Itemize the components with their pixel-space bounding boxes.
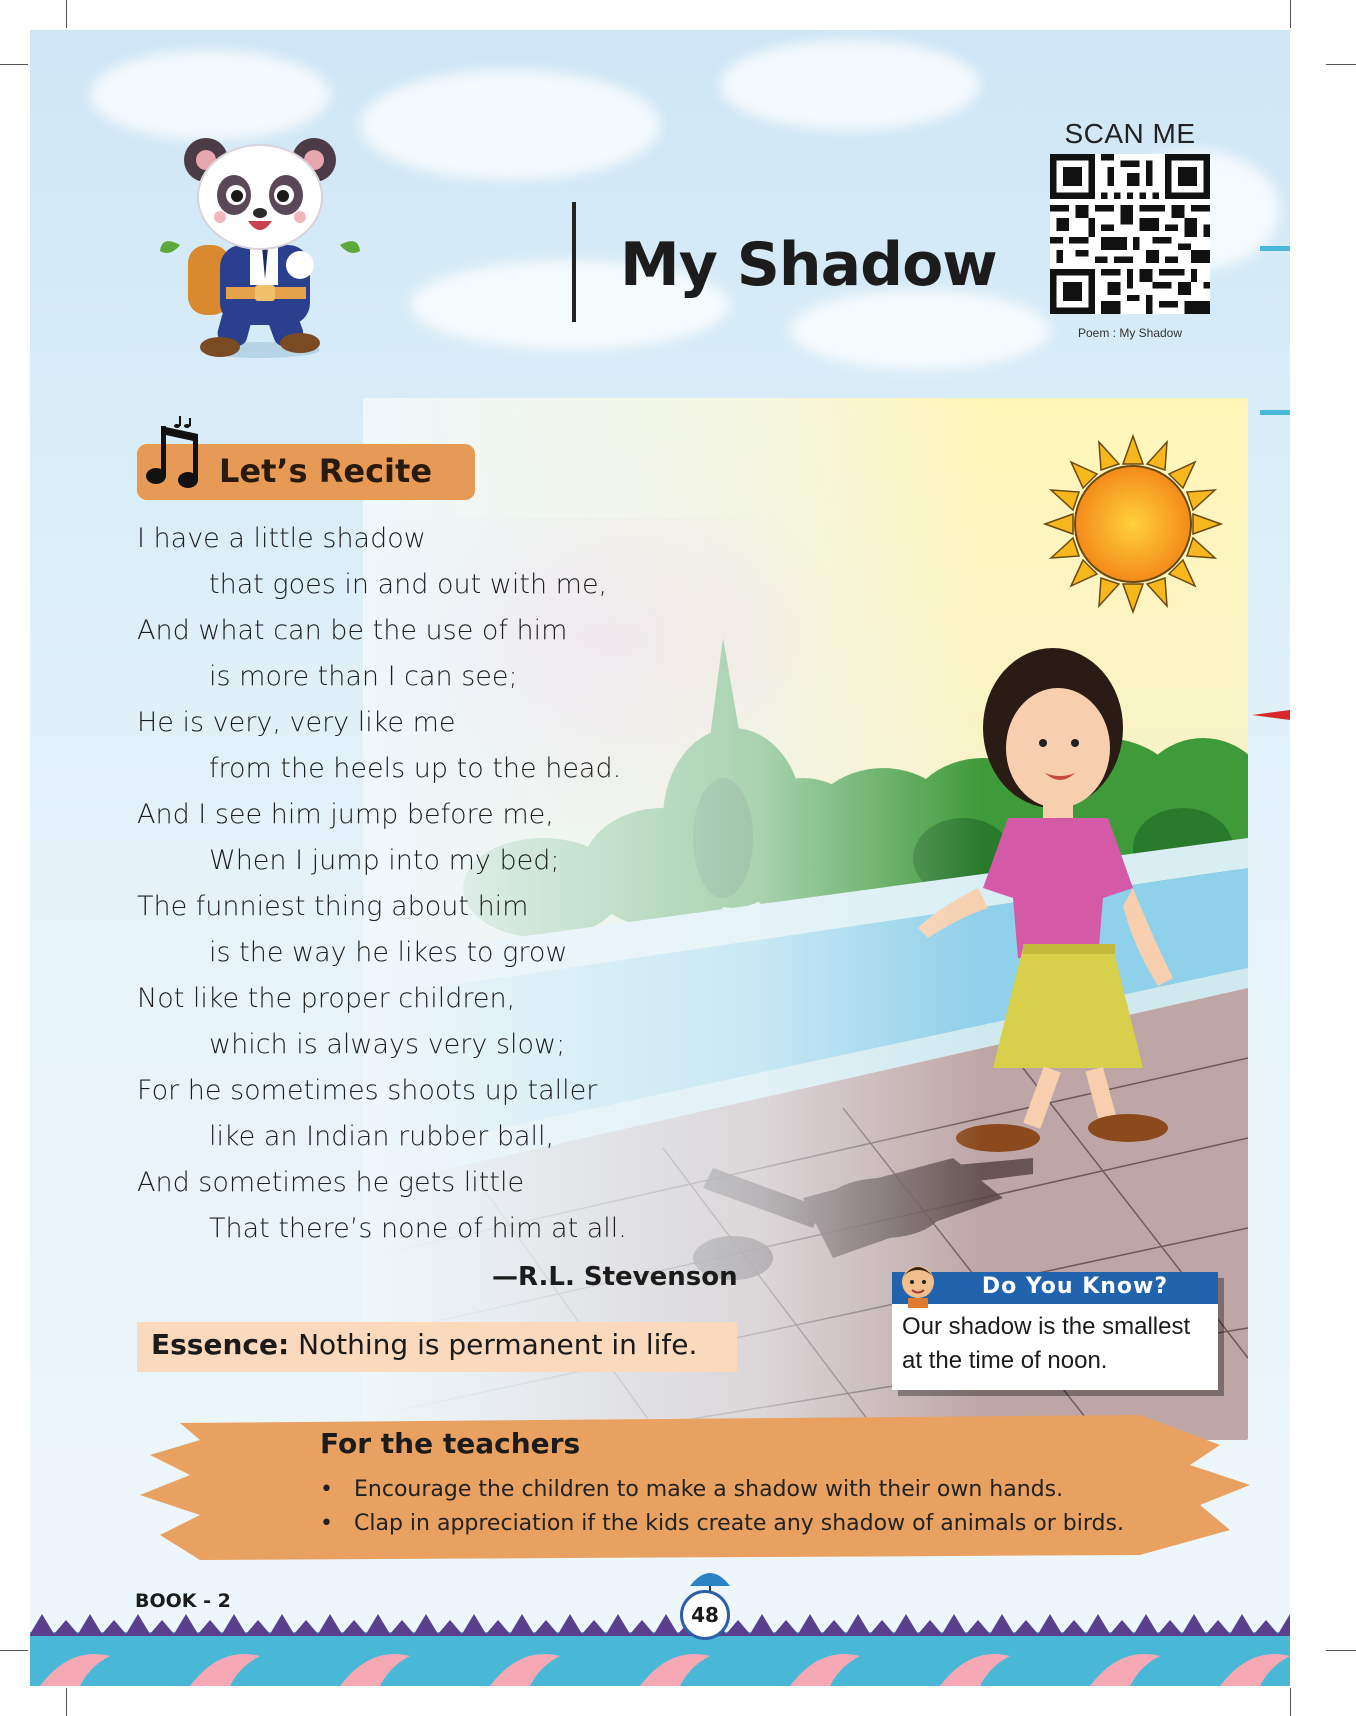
crop-mark [1326, 1650, 1356, 1651]
poem-line: which is always very slow; [209, 1029, 566, 1060]
do-you-know-box [892, 1272, 1218, 1390]
poem-line: from the heels up to the head. [209, 753, 622, 784]
page-title: My Shadow [620, 230, 997, 300]
crop-mark [66, 0, 67, 28]
teachers-note [140, 1405, 1250, 1565]
page-number: 48 [680, 1590, 730, 1640]
music-note-icon [143, 416, 213, 494]
poem-author: —R.L. Stevenson [492, 1262, 738, 1292]
boy-face-icon [896, 1260, 940, 1308]
poem-line: The funniest thing about him [137, 891, 529, 922]
poem-line: And sometimes he gets little [137, 1167, 525, 1198]
teachers-list-item: • Clap in appreciation if the kids create any shadow of animals or birds. [320, 1507, 1124, 1541]
umbrella-icon [688, 1566, 732, 1592]
cloud [720, 40, 980, 130]
poem-line: I have a little shadow [137, 523, 426, 554]
scan-me-label: SCAN ME [1064, 118, 1196, 149]
footer-decoration [30, 1610, 1290, 1686]
poem-line: is more than I can see; [209, 661, 518, 692]
poem-text [137, 516, 777, 1252]
crop-mark [0, 64, 28, 65]
poem-line: like an Indian rubber ball, [209, 1121, 555, 1152]
poem-line: That there’s none of him at all. [209, 1213, 627, 1244]
book-label: BOOK - 2 [135, 1590, 231, 1612]
print-mark [1252, 710, 1290, 720]
qr-caption: Poem : My Shadow [1077, 326, 1183, 340]
qr-block [1040, 118, 1220, 340]
print-mark [1260, 410, 1290, 415]
essence-label: Essence: [151, 1328, 290, 1361]
poem-line: that goes in and out with me, [209, 569, 608, 600]
poem-line: is the way he likes to grow [209, 937, 568, 968]
lets-recite-label: Let’s Recite [219, 452, 433, 490]
essence-box [137, 1322, 737, 1372]
panda-mascot-illustration [150, 125, 370, 365]
poem-line: Not like the proper children, [137, 983, 516, 1014]
poem-line: And I see him jump before me, [137, 799, 554, 830]
crop-mark [0, 1650, 28, 1651]
teachers-list [320, 1473, 1124, 1541]
poem-line: For he sometimes shoots up taller [137, 1075, 598, 1106]
do-you-know-text: Our shadow is the smallest at the time of noon. [902, 1313, 1191, 1374]
crop-mark [1290, 0, 1291, 28]
poem-line: He is very, very like me [137, 707, 456, 738]
teachers-title: For the teachers [320, 1427, 581, 1460]
cloud [790, 290, 1050, 370]
poem-line: When I jump into my bed; [209, 845, 560, 876]
crop-mark [1290, 1688, 1291, 1716]
cloud [360, 70, 660, 180]
crop-mark [1326, 64, 1356, 65]
book-page [30, 30, 1290, 1686]
poem-line: And what can be the use of him [137, 615, 568, 646]
lets-recite-badge [137, 444, 475, 500]
essence-text: Nothing is permanent in life. [289, 1328, 698, 1361]
do-you-know-title: Do You Know? [892, 1272, 1218, 1304]
qr-code-icon[interactable] [1050, 154, 1210, 314]
crop-mark [66, 1688, 67, 1716]
teachers-list-item: • Encourage the children to make a shadow with their own hands. [320, 1473, 1124, 1507]
title-divider [572, 202, 576, 322]
print-mark [1260, 246, 1290, 251]
